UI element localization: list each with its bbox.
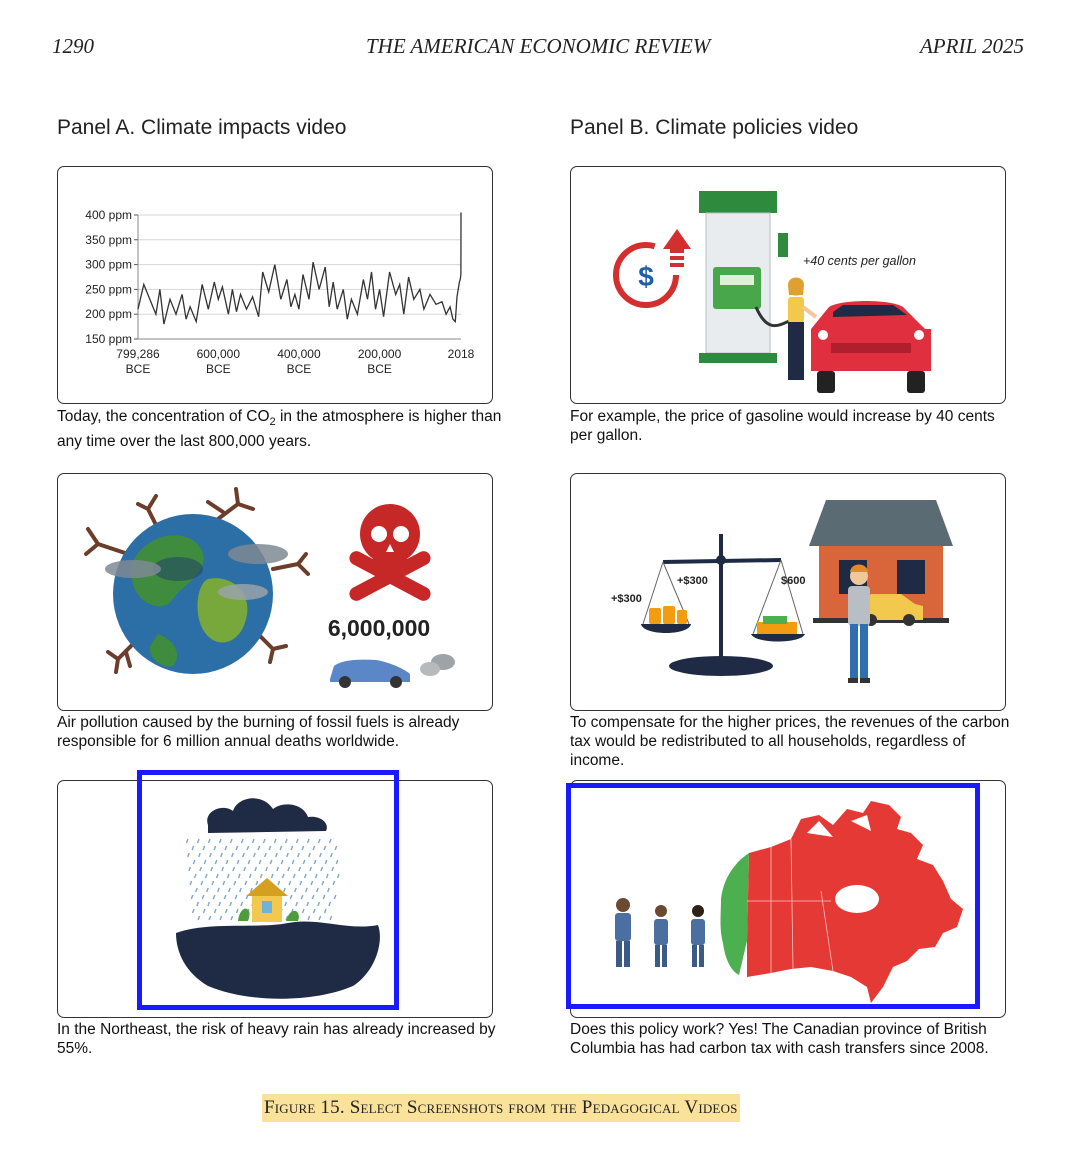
balance-scale-icon [641,534,805,676]
y-tick-label: 350 ppm [85,232,132,247]
highlight-box-rain [137,770,399,1010]
panel-a-caption-2: Air pollution caused by the burning of fossil fuels is already responsible for 6 million annual deaths worldwide. [57,714,460,750]
x-tick-label: 400,000 [277,347,321,361]
deaths-count: 6,000,000 [327,615,431,641]
highlight-box-canada [566,783,980,1009]
skull-crossbones-icon [347,504,433,603]
figure-caption: Figure 15. Select Screenshots from the Pedagogical Videos [262,1094,740,1122]
polluting-car-icon [330,654,455,688]
panel-b-caption-2: To compensate for the higher prices, the revenues of the carbon tax would be redistributed to all households, regardless of income. [570,714,1010,769]
dollar-up-icon [616,229,691,305]
panel-a-title: Panel A. Climate impacts video [57,116,347,139]
red-car-icon [811,301,931,393]
redistribution-illustration [571,474,1005,710]
y-tick-label: 250 ppm [85,282,132,297]
page-number: 1290 [52,34,94,58]
co2-chart-frame [57,166,493,404]
co2-line-chart [58,167,492,403]
gas-price-label: +40 cents per gallon [803,254,916,268]
y-tick-label: 300 ppm [85,257,132,272]
x-tick-label: 799,286 [116,347,160,361]
redistribution-frame [570,473,1006,711]
svg-text:$: $ [638,261,654,292]
panel-b-caption-3: Does this policy work? Yes! The Canadian province of British Columbia has had carbon tax with cash transfers since 2008. [570,1021,989,1057]
polluted-earth-icon [105,514,288,674]
pollution-illustration [58,474,492,710]
x-tick-label: 600,000 [196,347,241,361]
co2-series-line [138,213,461,325]
pollution-frame [57,473,493,711]
scale-label-middle: +$300 [677,575,708,587]
gas-pump-icon [699,191,803,363]
x-tick-label-era: BCE [286,362,312,376]
scale-label-right: $600 [781,575,806,587]
issue-date: APRIL 2025 [919,34,1024,58]
y-tick-label: 150 ppm [85,332,132,346]
panel-b-title: Panel B. Climate policies video [570,116,859,139]
x-tick-label: 200,000 [357,347,402,361]
scale-label-left: +$300 [611,593,642,605]
x-tick-label-era: BCE [125,362,151,376]
x-tick-label: 2018 [447,347,475,361]
gas-station-illustration [571,167,1005,403]
gas-price-frame [570,166,1006,404]
panel-a-caption-3: In the Northeast, the risk of heavy rain has already increased by 55%. [57,1021,496,1057]
panel-a-caption-1: Today, the concentration of $CO_2$ in the atmosphere is higher than any time over the last 800,000 years. [57,408,502,451]
x-tick-label-era: BCE [367,362,392,376]
y-tick-label: 400 ppm [85,208,132,222]
panel-b-caption-1: For example, the price of gasoline would increase by 40 cents per gallon. [570,408,995,444]
x-tick-label-era: BCE [205,362,231,376]
journal-title: THE AMERICAN ECONOMIC REVIEW [366,34,711,58]
y-tick-label: 200 ppm [85,307,132,322]
